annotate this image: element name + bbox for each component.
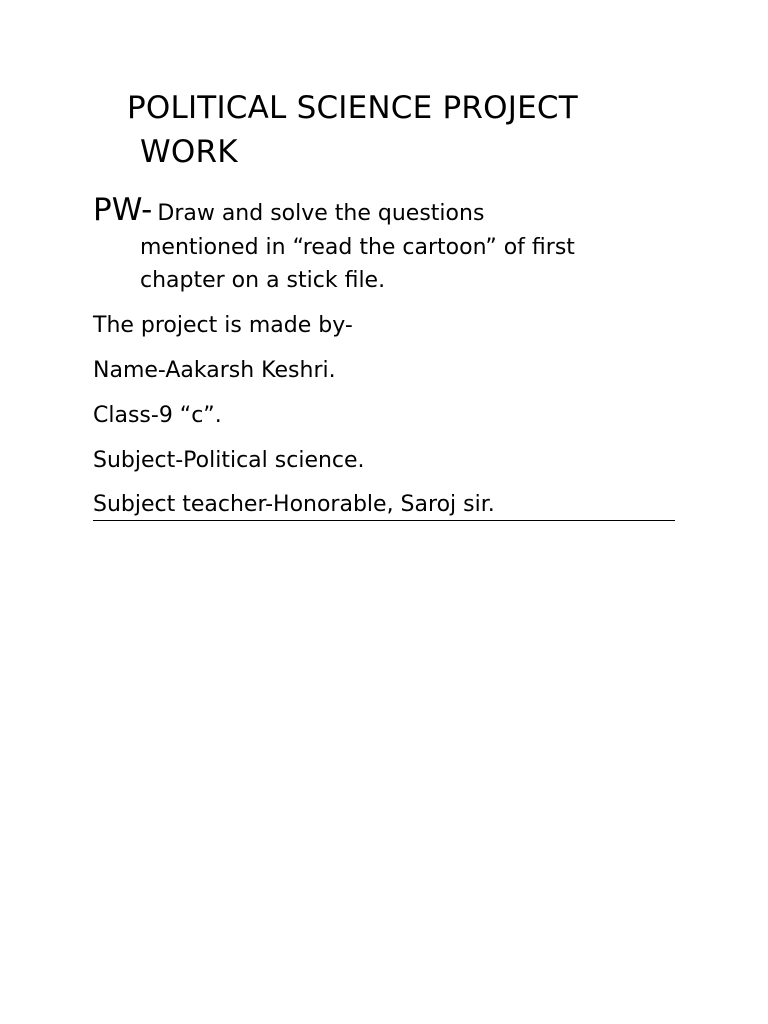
document-title bbox=[127, 86, 687, 174]
student-name: Name-Aakarsh Keshri. bbox=[93, 358, 336, 383]
pw-line-3: chapter on a stick file. bbox=[140, 268, 386, 293]
pw-line-2: mentioned in “read the cartoon” of first bbox=[140, 235, 575, 260]
pw-prefix: PW- bbox=[93, 192, 153, 228]
title-line-1: POLITICAL SCIENCE PROJECT bbox=[127, 90, 578, 126]
subject-teacher-text: Subject teacher-Honorable, Saroj sir. bbox=[93, 492, 495, 517]
title-line-2: WORK bbox=[140, 134, 238, 170]
subject-text: Subject-Political science. bbox=[93, 448, 365, 473]
made-by-text: The project is made by- bbox=[93, 313, 353, 338]
student-class: Class-9 “c”. bbox=[93, 403, 222, 428]
horizontal-rule bbox=[93, 520, 675, 521]
pw-line-1: Draw and solve the questions bbox=[157, 201, 485, 226]
project-work-description bbox=[93, 190, 693, 297]
